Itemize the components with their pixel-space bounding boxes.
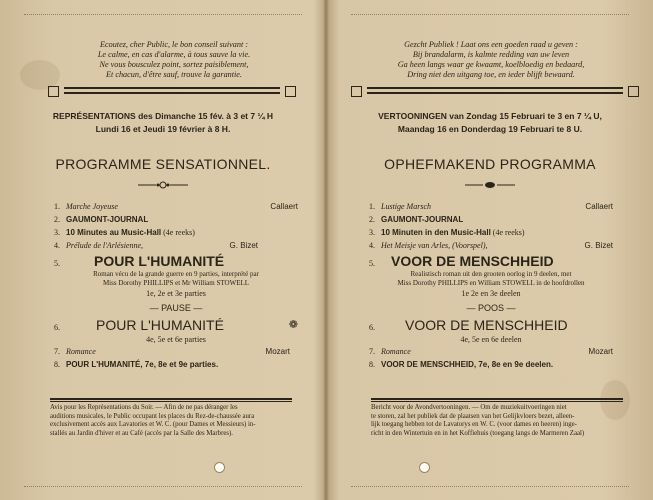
program-item: 6. VOOR DE MENSCHHEID bbox=[369, 317, 568, 333]
item-note: (4e reeks) bbox=[163, 228, 195, 237]
perforation-top bbox=[24, 14, 302, 16]
feature-cast: Miss Dorothy PHILLIPS et Mr William STOWELL bbox=[102, 279, 250, 287]
program-title: OPHEFMAKEND PROGRAMMA bbox=[384, 156, 596, 172]
feature-description: Realistisch roman uit den grooten oorlog in 9 deelen, met bbox=[410, 270, 572, 278]
rule-box-icon bbox=[351, 86, 362, 97]
program-item: 1. Marche Joyeuse Callaert bbox=[54, 202, 298, 211]
program-item: 4. Prélude de l'Arlésienne, G. Bizet bbox=[54, 241, 258, 250]
item-composer: Callaert bbox=[270, 202, 298, 211]
decorative-rule bbox=[48, 84, 296, 98]
left-page-french bbox=[0, 0, 326, 500]
feature-title: POUR L'HUMANITÉ bbox=[96, 317, 224, 333]
program-item: 8. POUR L'HUMANITÉ, 7e, 8e et 9e parties. bbox=[54, 360, 219, 369]
footer-rule bbox=[371, 398, 623, 402]
notice-line: Dring niet den uitgang toe, en ieder blijft bewaard. bbox=[407, 70, 575, 79]
program-item: 2. GAUMONT-JOURNAL bbox=[369, 215, 464, 224]
schedule-line: Maandag 16 en Donderdag 19 Februari te 8 U. bbox=[397, 124, 583, 134]
feature-cast: Miss Dorothy PHILLIPS en William STOWELL in de hoofdrollen bbox=[397, 279, 585, 287]
intermission: — PAUSE — bbox=[149, 303, 203, 313]
schedule-line: REPRÉSENTATIONS des Dimanche 15 fév. à 3 et 7 ¼ H bbox=[52, 111, 274, 121]
program-item: 7. Romance Mozart bbox=[54, 347, 290, 356]
notice-line: Le calme, en cas d'alarme, à tous sauve la vie. bbox=[97, 50, 251, 59]
program-item: 8. VOOR DE MENSCHHEID, 7e, 8e en 9e deelen. bbox=[369, 360, 554, 369]
program-item: 6. POUR L'HUMANITÉ ❁ bbox=[54, 317, 298, 333]
footer-line: richt in den Wintertuin en in het Koffiehuis (toegang langs de Marmeren Zaal) bbox=[371, 429, 585, 437]
schedule-line: Lundi 16 et Jeudi 19 février à 8 H. bbox=[95, 124, 231, 134]
footer-line: Bericht voor de Avondvertooningen. — Om de muziekuitvoeringen niet bbox=[371, 404, 567, 411]
ornament-icon bbox=[465, 180, 515, 190]
feature-title: VOOR DE MENSCHHEID bbox=[391, 253, 554, 269]
item-title: GAUMONT-JOURNAL bbox=[66, 215, 149, 224]
item-title: Het Meisje van Arles, (Voorspel), bbox=[381, 241, 488, 250]
item-note: (4e reeks) bbox=[492, 228, 525, 237]
item-title: GAUMONT-JOURNAL bbox=[381, 215, 464, 224]
program-items bbox=[369, 200, 613, 371]
item-title: VOOR DE MENSCHHEID, 7e, 8e en 9e deelen. bbox=[381, 360, 554, 369]
item-composer: Mozart bbox=[265, 347, 290, 356]
item-composer: G. Bizet bbox=[229, 241, 258, 250]
program-item: 5. VOOR DE MENSCHHEID bbox=[369, 253, 554, 269]
program-item: 1. Lustige Marsch Callaert bbox=[369, 202, 613, 211]
footer-line: Avis pour les Représentations du Soir. — Afin de ne pas déranger les bbox=[50, 404, 238, 411]
rule-line bbox=[64, 93, 280, 94]
footer-line: te storen, zal het publiek dat de plaatsen van het Gelijkvloers bezet, alleen- bbox=[371, 412, 575, 420]
rule-box-icon bbox=[48, 86, 59, 97]
safety-notice bbox=[379, 40, 603, 80]
item-composer: G. Bizet bbox=[584, 241, 613, 250]
feature-parts: 1e, 2e et 3e parties bbox=[146, 289, 206, 298]
feature-title: POUR L'HUMANITÉ bbox=[94, 253, 225, 269]
footer-line: stallés au Jardin d'hiver et au Café (accès par la Salle des Marbres). bbox=[50, 429, 233, 437]
flourish-icon: ❁ bbox=[288, 319, 298, 331]
feature-parts: 4e, 5e et 6e parties bbox=[146, 335, 206, 344]
item-title: Romance bbox=[381, 347, 411, 356]
footer-notice bbox=[371, 404, 623, 438]
notice-line: Ga heen langs waar ge kwaamt, koelbloedig en bedaard, bbox=[397, 60, 585, 69]
rule-box-icon bbox=[628, 86, 639, 97]
feature-title: VOOR DE MENSCHHEID bbox=[405, 317, 568, 333]
program-item: 4. Het Meisje van Arles, (Voorspel), G. Bizet bbox=[369, 241, 613, 250]
notice-line: Ecoutez, cher Public, le bon conseil suivant : bbox=[99, 40, 249, 49]
feature-parts: 1e 2e en 3e deelen bbox=[461, 289, 521, 298]
footer-line: exclusivement accès aux Lavatories et W. C. (pour Dames et Messieurs) in- bbox=[50, 421, 256, 428]
program-item: 7. Romance Mozart bbox=[369, 347, 613, 356]
rule-box-icon bbox=[285, 86, 296, 97]
item-title: Lustige Marsch bbox=[381, 202, 431, 211]
item-title: Prélude de l'Arlésienne, bbox=[66, 241, 144, 250]
decorative-rule bbox=[351, 84, 639, 98]
perforation-bottom bbox=[351, 486, 629, 487]
footer-line: auditions musicales, le Public occupant les places du Rez-de-chaussée aura bbox=[50, 412, 255, 420]
item-title: 10 Minuten in den Music-Hall bbox=[381, 228, 491, 237]
program-title: PROGRAMME SENSATIONNEL. bbox=[55, 156, 271, 172]
notice-line: Bij brandalarm, is kalmte redding van uw leven bbox=[412, 50, 570, 59]
footer-rule bbox=[50, 398, 292, 402]
item-title: POUR L'HUMANITÉ, 7e, 8e et 9e parties. bbox=[66, 360, 219, 369]
footer-notice bbox=[50, 404, 292, 438]
perforation-bottom bbox=[24, 486, 302, 487]
feature-description: Roman vécu de la grande guerre en 9 parties, interprété par bbox=[93, 270, 259, 278]
item-title: 10 Minutes au Music-Hall bbox=[66, 228, 162, 237]
ornament-icon bbox=[138, 180, 188, 190]
schedule-line: VERTOONINGEN van Zondag 15 Februari te 3 en 7 ¼ U, bbox=[378, 111, 602, 121]
program-items bbox=[54, 200, 298, 371]
notice-line: Et chacun, d'être sauf, trouve la garantie. bbox=[106, 70, 242, 79]
program-item: 2. GAUMONT-JOURNAL bbox=[54, 215, 149, 224]
schedule bbox=[327, 110, 653, 136]
program-item: 3. 10 Minutes au Music-Hall (4e reeks) bbox=[54, 228, 195, 237]
item-composer: Callaert bbox=[585, 202, 613, 211]
punch-hole bbox=[214, 462, 225, 473]
schedule bbox=[0, 110, 326, 136]
perforation-top bbox=[351, 14, 629, 16]
notice-line: Ne vous bousculez point, sortez paisiblement, bbox=[99, 60, 249, 69]
item-composer: Mozart bbox=[588, 347, 613, 356]
right-page-dutch bbox=[327, 0, 653, 500]
item-title: Marche Joyeuse bbox=[66, 202, 118, 211]
program-item: 3. 10 Minuten in den Music-Hall (4e reeks) bbox=[369, 228, 525, 237]
item-title: Romance bbox=[66, 347, 96, 356]
footer-line: lijk toegang hebben tot de Lavatorys en W. C. (voor dames en heeren) inge- bbox=[371, 421, 577, 428]
intermission: — POOS — bbox=[466, 303, 516, 313]
punch-hole bbox=[419, 462, 430, 473]
feature-parts: 4e, 5e en 6e deelen bbox=[460, 335, 522, 344]
rule-line bbox=[367, 93, 623, 94]
safety-notice bbox=[74, 40, 274, 80]
notice-line: Gezcht Publiek ! Laat ons een goeden raad u geven : bbox=[404, 40, 578, 49]
program-item: 5. POUR L'HUMANITÉ bbox=[54, 253, 225, 269]
